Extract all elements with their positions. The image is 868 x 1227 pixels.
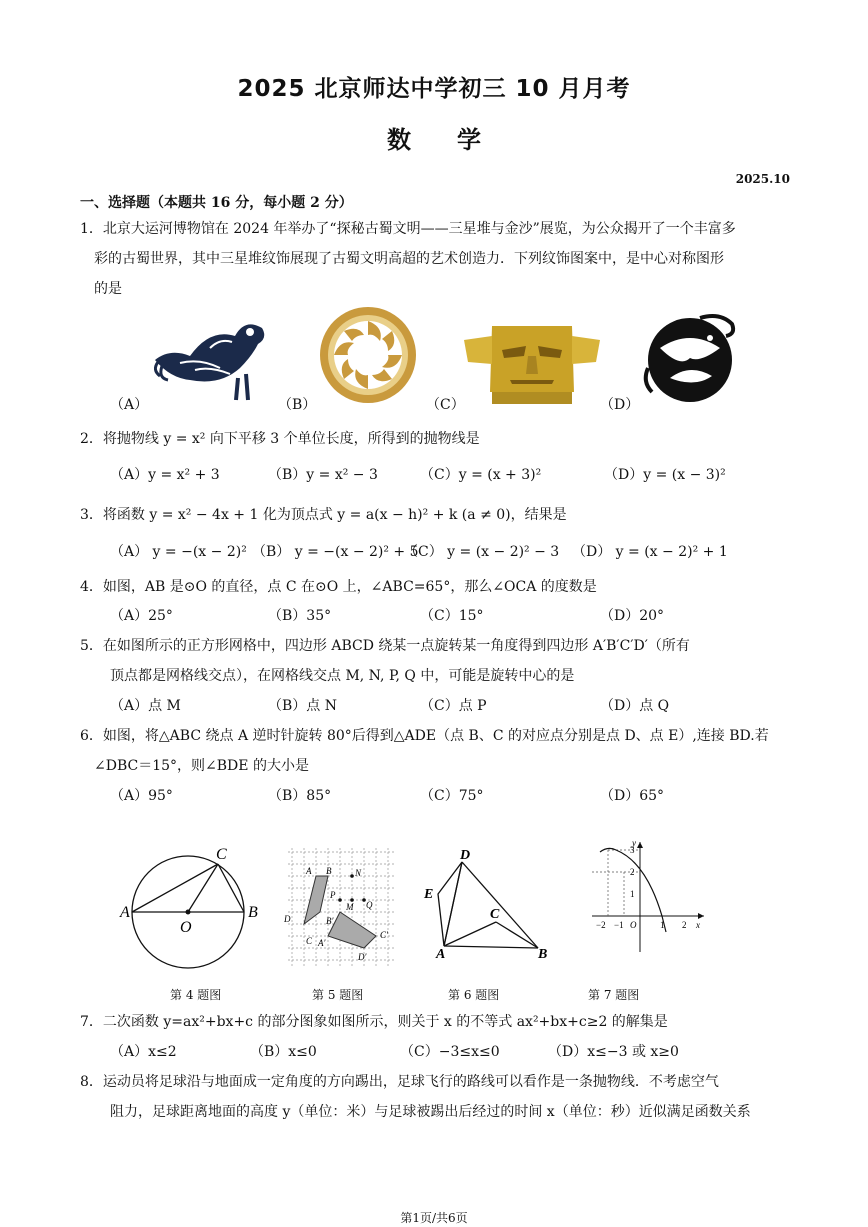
q4-option-d[interactable]: （D）20° xyxy=(600,608,665,624)
q5-option-b[interactable]: （B）点 N xyxy=(268,698,337,714)
q1-option-a[interactable]: （A） xyxy=(110,397,149,413)
fig4-label-c: C xyxy=(216,846,227,863)
q3-option-d[interactable]: （D） y = (x − 2)² + 1 xyxy=(572,544,728,560)
q3-option-a[interactable]: （A） y = −(x − 2)² xyxy=(110,544,247,560)
q6-option-a[interactable]: （A）95° xyxy=(110,788,173,804)
q1-line1: 1．北京大运河博物馆在 2024 年举办了“探秘古蜀文明——三星堆与金沙”展览，为公众揭开了一个丰富多 xyxy=(80,221,736,237)
dragon-pattern-image xyxy=(640,308,740,408)
fig7-label-1-y: 1 xyxy=(630,889,635,899)
figure-7 xyxy=(586,836,710,956)
caption-fig4: 第 4 题图 xyxy=(170,988,222,1002)
fig5-label-b-prime: B′ xyxy=(326,916,334,926)
fig6-label-b: B xyxy=(538,947,548,962)
fig7-label-2-x: 2 xyxy=(682,920,687,930)
fig6-label-c: C xyxy=(490,907,500,922)
figure-5 xyxy=(284,842,402,972)
fig6-label-e: E xyxy=(424,887,434,902)
q2-option-d[interactable]: （D）y = (x − 3)² xyxy=(604,467,726,483)
q7-option-d[interactable]: （D）x≤−3 或 x≥0 xyxy=(548,1044,679,1060)
q5-option-a[interactable]: （A）点 M xyxy=(110,698,181,714)
q1-option-d[interactable]: （D） xyxy=(600,397,640,413)
q6-option-d[interactable]: （D）65° xyxy=(600,788,665,804)
fig6-label-a: A xyxy=(436,947,446,962)
q1-option-c[interactable]: （C） xyxy=(426,397,465,413)
q4-option-b[interactable]: （B）35° xyxy=(268,608,332,624)
q4-stem: 4．如图，AB 是⊙O 的直径，点 C 在⊙O 上，∠ABC=65°，那么∠OCA 的度数是 xyxy=(80,579,597,595)
q2-option-a[interactable]: （A）y = x² + 3 xyxy=(110,467,220,483)
exam-date: 2025.10 xyxy=(735,172,790,186)
q3-option-c[interactable]: （C） y = (x − 2)² − 3 xyxy=(404,544,560,560)
q7-option-c[interactable]: （C）−3≤x≤0 xyxy=(400,1044,500,1060)
sun-disc-pattern-image xyxy=(318,305,418,405)
fig7-label-3: 3 xyxy=(630,845,635,855)
q7-option-b[interactable]: （B）x≤0 xyxy=(250,1044,317,1060)
q2-option-c[interactable]: （C）y = (x + 3)² xyxy=(420,467,542,483)
fig4-label-b: B xyxy=(248,904,258,921)
q7-option-a[interactable]: （A）x≤2 xyxy=(110,1044,177,1060)
q6-option-c[interactable]: （C）75° xyxy=(420,788,484,804)
section-heading: 一、选择题（本题共 16 分，每小题 2 分） xyxy=(80,195,353,211)
q3-stem: 3．将函数 y = x² − 4x + 1 化为顶点式 y = a(x − h)² + k (a ≠ 0)，结果是 xyxy=(80,507,567,523)
q2-option-b[interactable]: （B）y = x² − 3 xyxy=(268,467,378,483)
fig7-label-x: x xyxy=(696,920,700,930)
q4-option-c[interactable]: （C）15° xyxy=(420,608,484,624)
fig5-label-c-prime: C′ xyxy=(380,930,388,940)
q5-line2: 顶点都是网格线交点），在网格线交点 M, N, P, Q 中，可能是旋转中心的是 xyxy=(110,668,575,684)
figure-4 xyxy=(118,840,268,970)
subject-title: 数学 xyxy=(387,126,527,154)
q7-stem: 7．二次函数 y=ax²+bx+c 的部分图象如图所示，则关于 x 的不等式 ax²+bx+c≥2 的解集是 xyxy=(80,1014,668,1030)
q8-line2: 阻力，足球距离地面的高度 y（单位：米）与足球被踢出后经过的时间 x（单位：秒）近似满足函数关系 xyxy=(110,1104,751,1120)
bronze-mask-image xyxy=(462,322,602,406)
caption-fig6: 第 6 题图 xyxy=(448,988,500,1002)
fig7-label-neg1: −1 xyxy=(614,920,624,930)
fig7-label-neg2: −2 xyxy=(596,920,606,930)
caption-fig7: 第 7 题图 xyxy=(588,988,640,1002)
q5-line1: 5．在如图所示的正方形网格中，四边形 ABCD 绕某一点旋转某一角度得到四边形 A′B′C′D′（所有 xyxy=(80,638,690,654)
fig7-label-1-x: 1 xyxy=(660,920,665,930)
q6-line1: 6．如图，将△ABC 绕点 A 逆时针旋转 80°后得到△ADE（点 B、C 的对应点分别是点 D、点 E）,连接 BD.若 xyxy=(80,728,769,744)
fig5-label-d-prime: D′ xyxy=(358,952,367,962)
q6-line2: ∠DBC＝15°，则∠BDE 的大小是 xyxy=(94,758,309,774)
fig5-label-m: M xyxy=(346,902,354,912)
fig7-label-o: O xyxy=(630,920,637,930)
fig5-label-q: Q xyxy=(366,900,373,910)
fig5-label-a-prime: A′ xyxy=(318,938,326,948)
caption-fig5: 第 5 题图 xyxy=(312,988,364,1002)
fig5-label-p: P xyxy=(330,890,336,900)
exam-title: 2025 北京师达中学初三 10 月月考 xyxy=(237,76,631,102)
fig5-label-c: C xyxy=(306,936,313,946)
fig5-label-a: A xyxy=(306,866,312,876)
q6-option-b[interactable]: （B）85° xyxy=(268,788,332,804)
q1-option-b[interactable]: （B） xyxy=(278,397,317,413)
fig7-label-2: 2 xyxy=(630,867,635,877)
q2-stem: 2．将抛物线 y = x² 向下平移 3 个单位长度，所得到的抛物线是 xyxy=(80,431,480,447)
bird-pattern-image xyxy=(150,308,270,408)
q1-line2: 彩的古蜀世界，其中三星堆纹饰展现了古蜀文明高超的艺术创造力．下列纹饰图案中，是中心对称图形 xyxy=(94,251,724,267)
page-footer: 第1页/共6页 xyxy=(400,1211,468,1225)
q4-option-a[interactable]: （A）25° xyxy=(110,608,173,624)
fig5-label-n: N xyxy=(355,868,362,878)
figure-6 xyxy=(418,846,553,964)
q8-line1: 8．运动员将足球沿与地面成一定角度的方向踢出，足球飞行的路线可以看作是一条抛物线．不考虑空气 xyxy=(80,1074,719,1090)
q5-option-c[interactable]: （C）点 P xyxy=(420,698,487,714)
fig7-label-y: y xyxy=(632,838,636,848)
fig5-label-b: B xyxy=(326,866,332,876)
q5-option-d[interactable]: （D）点 Q xyxy=(600,698,670,714)
fig4-label-o: O xyxy=(180,919,192,936)
fig4-label-a: A xyxy=(120,904,130,921)
fig6-label-d: D xyxy=(460,848,471,863)
q1-line3: 的是 xyxy=(94,281,122,297)
fig5-label-d: D xyxy=(284,914,291,924)
q3-option-b[interactable]: （B） y = −(x − 2)² + 5 xyxy=(252,544,419,560)
